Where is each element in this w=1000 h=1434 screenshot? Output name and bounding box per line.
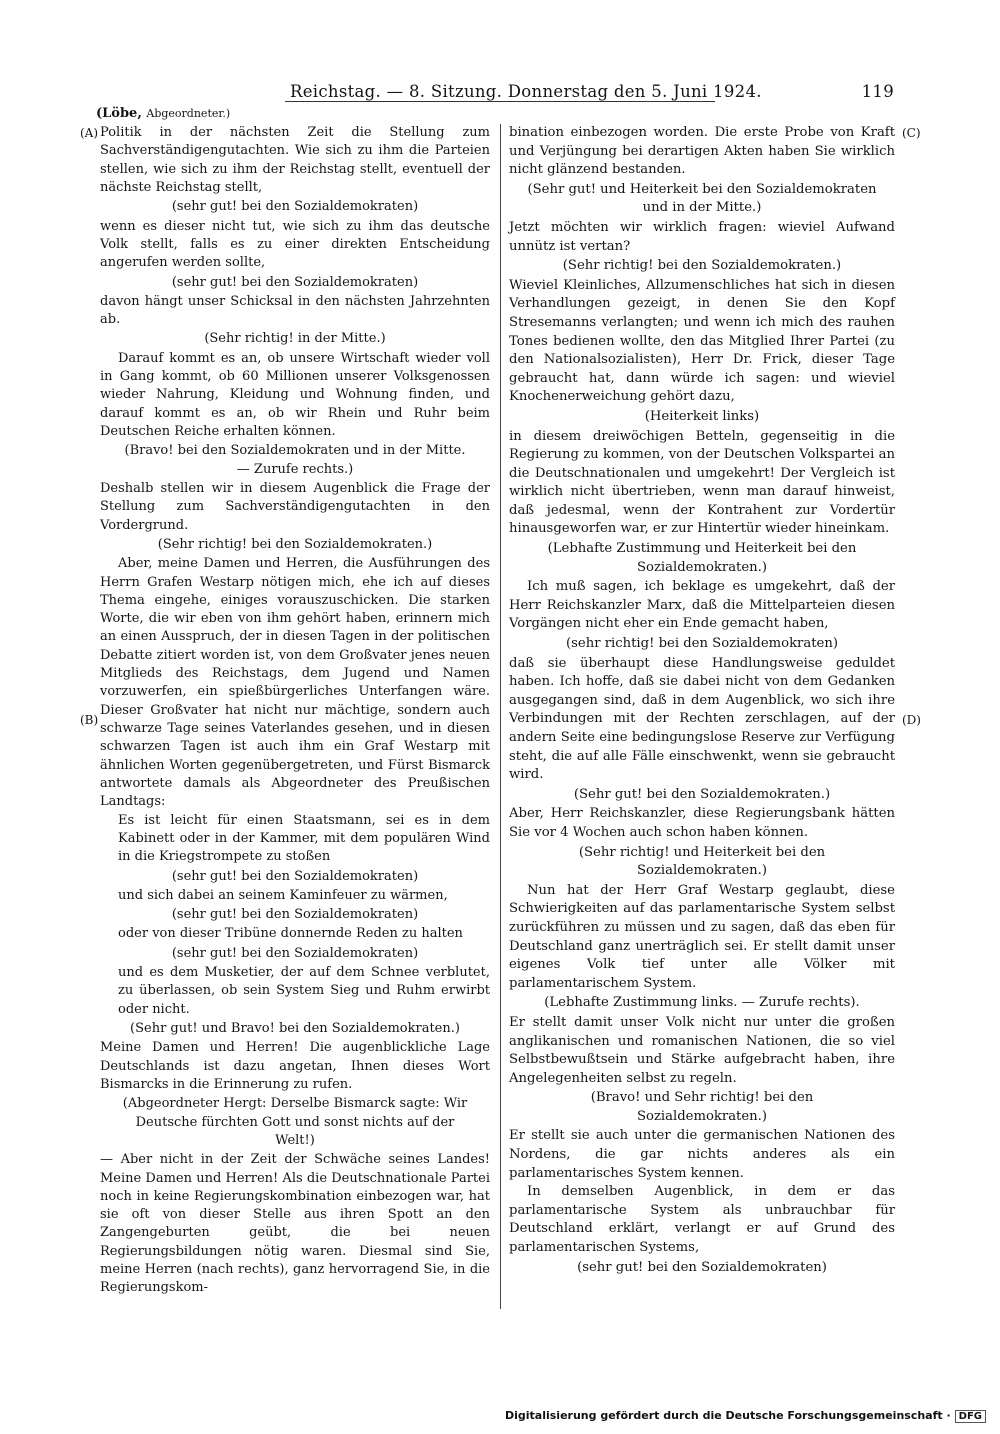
paragraph: oder von dieser Tribüne donnernde Reden zu halten	[118, 926, 463, 942]
interjection: (sehr gut! bei den Sozialdemokraten)	[577, 1259, 827, 1275]
interjection: (sehr gut! bei den Sozialdemokraten)	[171, 199, 419, 215]
interjection: (Bravo! und Sehr richtig! bei den Sozialdemokraten.)	[590, 1090, 814, 1124]
margin-marker-c: (C)	[902, 126, 921, 140]
paragraph: Deshalb stellen wir in diesem Augenblick die Frage der Stellung zum Sachverständigengutachten in den Vordergrund.	[100, 480, 490, 533]
margin-marker-a: (A)	[80, 126, 99, 140]
paragraph: davon hängt unser Schicksal in den nächsten Jahrzehnten ab.	[100, 293, 490, 328]
running-title: Reichstag. — 8. Sitzung. Donnerstag den 5. Juni 1924.	[290, 82, 762, 101]
paragraph: Er stellt damit unser Volk nicht nur unter die großen anglikanischen und romanischen Nationen, die so viel Selbstbewußtsein und Stärke aufgebracht haben, ihre Angelegenheiten selbst zu regeln.	[509, 1014, 895, 1086]
column-divider	[500, 124, 501, 1309]
dfg-logo: DFG	[955, 1410, 986, 1423]
paragraph: bination einbezogen worden. Die erste Probe von Kraft und Verjüngung bei derartigen Akten haben Sie wirklich nicht glänzend bestanden.	[509, 125, 895, 178]
paragraph: Ich muß sagen, ich beklage es umgekehrt, daß der Herr Reichskanzler Marx, daß die Mittelparteien diesen Vorgängen nicht eher ein Ende gemacht haben,	[509, 579, 895, 632]
margin-marker-d: (D)	[902, 713, 921, 727]
interjection: (Sehr gut! bei den Sozialdemokraten.)	[573, 786, 831, 802]
interjection: (Sehr richtig! bei den Sozialdemokraten.)	[562, 258, 842, 274]
paragraph: und es dem Musketier, der auf dem Schnee verblutet, zu überlassen, ob sein System Sieg und Ruhm erwirbt oder nicht.	[118, 965, 490, 1017]
interjection: (Sehr richtig! in der Mitte.)	[204, 331, 386, 347]
interjection: (Sehr richtig! und Heiterkeit bei den Sozialdemokraten.)	[578, 844, 826, 879]
paragraph: Darauf kommt es an, ob unsere Wirtschaft wieder voll in Gang kommt, ob 60 Millionen unserer Volksgenossen wieder Nahrung, Kleidung und Wohnung finden, und darauf kommt es an, ob wir Rhein und Ruhr beim Deutschen Reiche erhalten können.	[100, 350, 490, 439]
interjection: (Sehr richtig! bei den Sozialdemokraten.)	[157, 536, 433, 552]
interjection: (Sehr gut! und Heiterkeit bei den Sozialdemokraten und in der Mitte.)	[527, 181, 877, 216]
left-text-column	[100, 124, 490, 1298]
header-rule	[285, 101, 715, 102]
paragraph: Er stellt sie auch unter die germanischen Nationen des Nordens, die gar nichts anderes als ein parlamentarisches System kennen.	[509, 1128, 895, 1181]
interjection: (Bravo! bei den Sozialdemokraten und in der Mitte. — Zurufe rechts.)	[124, 443, 466, 477]
interjection: (Sehr gut! und Bravo! bei den Sozialdemokraten.)	[130, 1021, 460, 1036]
paragraph: und sich dabei an seinem Kaminfeuer zu wärmen,	[118, 887, 448, 903]
paragraph: Jetzt möchten wir wirklich fragen: wieviel Aufwand unnütz ist vertan?	[509, 219, 895, 254]
paragraph: Nun hat der Herr Graf Westarp geglaubt, diese Schwierigkeiten auf das parlamentarische System selbst zurückführen zu müssen und zu sagen, daß das eben für Deutschland ganz unerträglich sei. Er stellt damit unser eigenes Volk tief unter alle Völker mit parlamentarischem System.	[509, 882, 895, 991]
paragraph: Meine Damen und Herren! Die augenblickliche Lage Deutschlands ist dazu angetan, Ihnen dieses Wort Bismarcks in die Erinnerung zu rufen.	[100, 1040, 490, 1092]
margin-marker-b: (B)	[80, 713, 99, 727]
interjection: (Lebhafte Zustimmung links. — Zurufe rechts).	[544, 995, 860, 1011]
speaker-name: (Löbe,	[96, 106, 142, 121]
paragraph: — Aber nicht in der Zeit der Schwäche seines Landes! Meine Damen und Herren! Als die Deutschnationale Partei noch in keine Regierungskombination einbezogen war, hat sie oft von dieser Stelle aus ihren Spott an den Zangengeburten geübt, die bei neuen Regierungsbildungen nötig waren. Diesmal sind Sie, meine Herren (nach rechts), ganz hervorragend Sie, in die Regierungskom-	[100, 1152, 490, 1296]
paragraph: wenn es dieser nicht tut, wie sich zu ihm das deutsche Volk stellt, falls es zu einer direkten Entscheidung angerufen werden sollte,	[100, 218, 490, 271]
paragraph: Politik in der nächsten Zeit die Stellung zum Sachverständigengutachten. Wie sich zu ihm die Parteien stellen, wie sich zu ihm der Reichstag stellt, eventuell der nächste Reichstag stellt,	[100, 125, 490, 195]
interjection: (sehr gut! bei den Sozialdemokraten)	[171, 868, 419, 884]
paragraph: Aber, meine Damen und Herren, die Ausführungen des Herrn Grafen Westarp nötigen mich, ehe ich auf dieses Thema eingehe, einiges vorauszuschicken. Die starken Worte, die wir eben von ihm gehört haben, erinnern mich an einen Ausspruch, der in diesen Tagen in der politischen Debatte zitiert worden ist, von dem Großvater jenes neuen Mitglieds des Reichstags, dem Jugend und Namen vorzuwerfen, ein spießbürgerliches Unterfangen wäre. Dieser Großvater hat nicht nur mächtige, sondern auch schwarze Tage seines Vaterlandes gesehen, und in diesen schwarzen Tagen ist auch ihm ein Graf Westarp mit ähnlichen Worten gegenübergetreten, und Fürst Bismarck antwortete damals als Abgeordneter des Preußischen Landtags:	[100, 556, 490, 810]
interjection: (Lebhafte Zustimmung und Heiterkeit bei den Sozialdemokraten.)	[547, 541, 857, 575]
speaker-line	[96, 106, 230, 121]
interjection: (sehr richtig! bei den Sozialdemokraten)	[566, 636, 838, 652]
paragraph: Aber, Herr Reichskanzler, diese Regierungsbank hätten Sie vor 4 Wochen auch schon haben können.	[509, 806, 895, 840]
right-text-column	[509, 124, 895, 1278]
interjection: (sehr gut! bei den Sozialdemokraten)	[171, 945, 419, 961]
paragraph: In demselben Augenblick, in dem er das parlamentarische System als unbrauchbar für Deutschland erklärt, verlangt er auf Grund des parlamentarischen Systems,	[509, 1184, 895, 1256]
interjection: (sehr gut! bei den Sozialdemokraten)	[171, 274, 419, 290]
footer-credit	[505, 1409, 986, 1422]
paragraph: Wieviel Kleinliches, Allzumenschliches hat sich in diesen Verhandlungen gezeigt, in denen Sie den Kopf Stresemanns verlangten; und wenn ich mich des rauhen Tones bedienen wollte, den das Mitglied Ihrer Partei (zu den Nationalsozialisten), Herr Dr. Frick, dieser Tage gebraucht hat, dann würde ich sagen: und wieviel Knochenerweichung gehört dazu,	[509, 277, 895, 405]
interjection: (Heiterkeit links)	[644, 408, 760, 424]
footer-text: Digitalisierung gefördert durch die Deutsche Forschungsgemeinschaft ·	[504, 1409, 951, 1422]
interjection: (Abgeordneter Hergt: Derselbe Bismarck sagte: Wir Deutsche fürchten Gott und sonst nichts auf der Welt!)	[122, 1096, 468, 1148]
interjection: (sehr gut! bei den Sozialdemokraten)	[171, 907, 419, 923]
paragraph: in diesem dreiwöchigen Betteln, gegenseitig in die Regierung zu kommen, von der Deutschen Volkspartei an die Deutschnationalen und umgekehrt! Der Vergleich ist wirklich nicht übertrieben, wenn man darauf hinweist, daß jedesmal, wenn der Kontrahent zur Vordertür hinausgeworfen war, er zur Hintertür wieder hineinkam.	[509, 428, 895, 537]
paragraph: daß sie überhaupt diese Handlungsweise geduldet haben. Ich hoffe, daß sie dabei nicht von dem Gedanken ausgegangen sind, daß in dem Augenblick, wo sich ihre Verbindungen mit der Rechten zerschlagen, auf der andern Seite eine bedingungslose Reserve zur Verfügung steht, die auf alle Fälle einschwenkt, wenn sie gebraucht wird.	[509, 655, 895, 783]
page-number: 119	[861, 82, 894, 101]
paragraph: Es ist leicht für einen Staatsmann, sei es in dem Kabinett oder in der Kammer, mit dem populären Wind in die Kriegstrompete zu stoßen	[118, 812, 490, 865]
speaker-role: Abgeordneter.)	[146, 107, 231, 120]
